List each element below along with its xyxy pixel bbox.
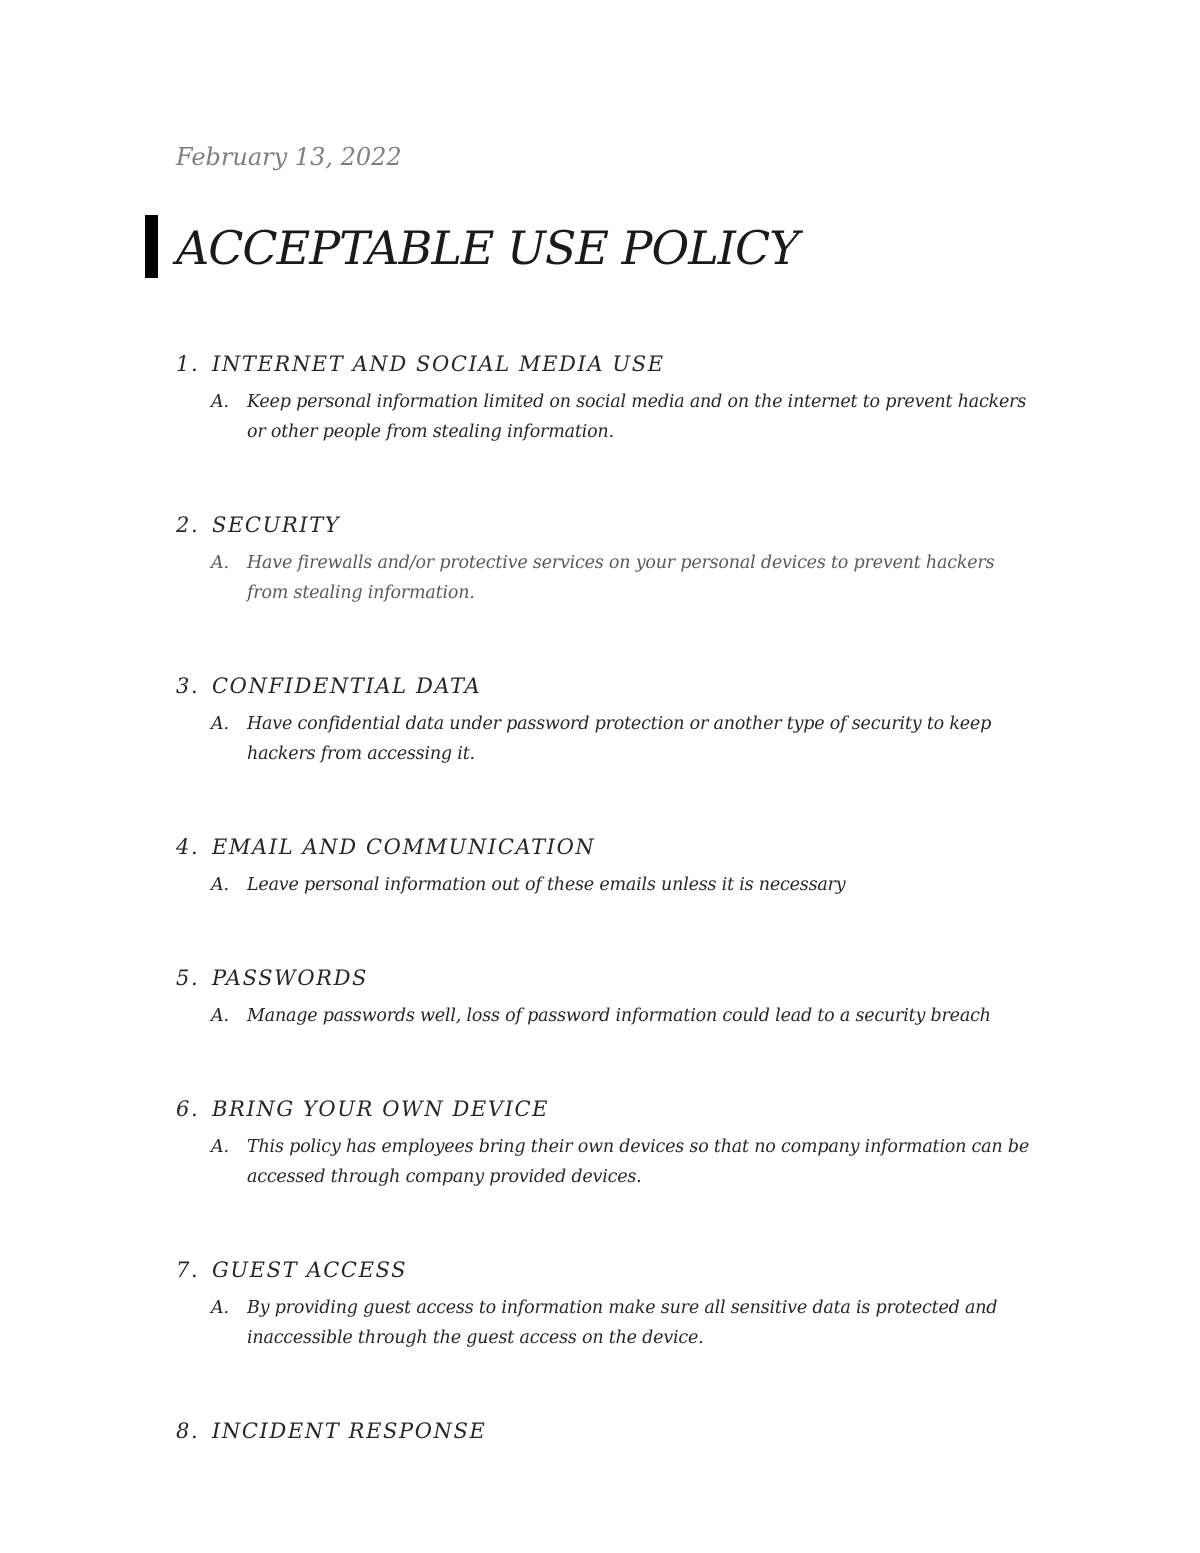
item-text: This policy has employees bring their own devices so that no company information can be accessed through company provided devices.: [247, 1137, 1029, 1187]
item-marker: A.: [211, 714, 229, 734]
section-heading: [176, 348, 1056, 380]
item-marker: A.: [211, 875, 229, 895]
section-heading: [176, 670, 1056, 702]
item-text: By providing guest access to information make sure all sensitive data is protected and inaccessible through the guest access on the device.: [247, 1298, 998, 1348]
section-number: 5.: [176, 966, 200, 990]
section-title: CONFIDENTIAL DATA: [212, 674, 482, 698]
section-item: [176, 1132, 1056, 1192]
section-number: 8.: [176, 1419, 200, 1443]
section-heading: [176, 962, 1056, 994]
item-text: Have firewalls and/or protective services on your personal devices to prevent hackers from stealing information.: [247, 553, 995, 603]
item-marker: A.: [211, 392, 229, 412]
policy-section-security: [176, 509, 1056, 608]
section-item: [176, 548, 1056, 608]
policy-section-email: [176, 831, 1056, 900]
section-item: [176, 709, 1056, 769]
section-number: 6.: [176, 1097, 200, 1121]
document-date: February 13, 2022: [176, 143, 402, 171]
item-text: Keep personal information limited on social media and on the internet to prevent hackers or other people from stealing information.: [247, 392, 1027, 442]
item-marker: A.: [211, 1298, 229, 1318]
item-text: Have confidential data under password protection or another type of security to keep hackers from accessing it.: [247, 714, 992, 764]
section-heading: [176, 509, 1056, 541]
section-item: [176, 1293, 1056, 1353]
section-number: 1.: [176, 352, 200, 376]
section-item: [176, 870, 1056, 900]
policy-section-internet: [176, 348, 1056, 447]
title-accent-bar: [145, 215, 158, 278]
section-heading: [176, 1415, 1056, 1447]
section-title: INCIDENT RESPONSE: [212, 1419, 487, 1443]
section-item: [176, 387, 1056, 447]
section-number: 7.: [176, 1258, 200, 1282]
section-number: 3.: [176, 674, 200, 698]
section-heading: [176, 831, 1056, 863]
policy-section-guest-access: [176, 1254, 1056, 1353]
document-title: ACCEPTABLE USE POLICY: [176, 221, 799, 275]
section-title: BRING YOUR OWN DEVICE: [212, 1097, 550, 1121]
section-title: EMAIL AND COMMUNICATION: [212, 835, 596, 859]
item-marker: A.: [211, 1137, 229, 1157]
policy-section-byod: [176, 1093, 1056, 1192]
section-heading: [176, 1254, 1056, 1286]
section-number: 4.: [176, 835, 200, 859]
policy-section-confidential-data: [176, 670, 1056, 769]
section-number: 2.: [176, 513, 200, 537]
section-title: INTERNET AND SOCIAL MEDIA USE: [212, 352, 665, 376]
section-item: [176, 1001, 1056, 1031]
item-text: Leave personal information out of these emails unless it is necessary: [247, 875, 846, 895]
section-heading: [176, 1093, 1056, 1125]
item-text: Manage passwords well, loss of password information could lead to a security breach: [247, 1006, 991, 1026]
item-marker: A.: [211, 1006, 229, 1026]
section-title: SECURITY: [212, 513, 341, 537]
section-title: PASSWORDS: [212, 966, 369, 990]
section-title: GUEST ACCESS: [212, 1258, 408, 1282]
policy-section-incident-response: [176, 1415, 1056, 1447]
policy-section-passwords: [176, 962, 1056, 1031]
item-marker: A.: [211, 553, 229, 573]
